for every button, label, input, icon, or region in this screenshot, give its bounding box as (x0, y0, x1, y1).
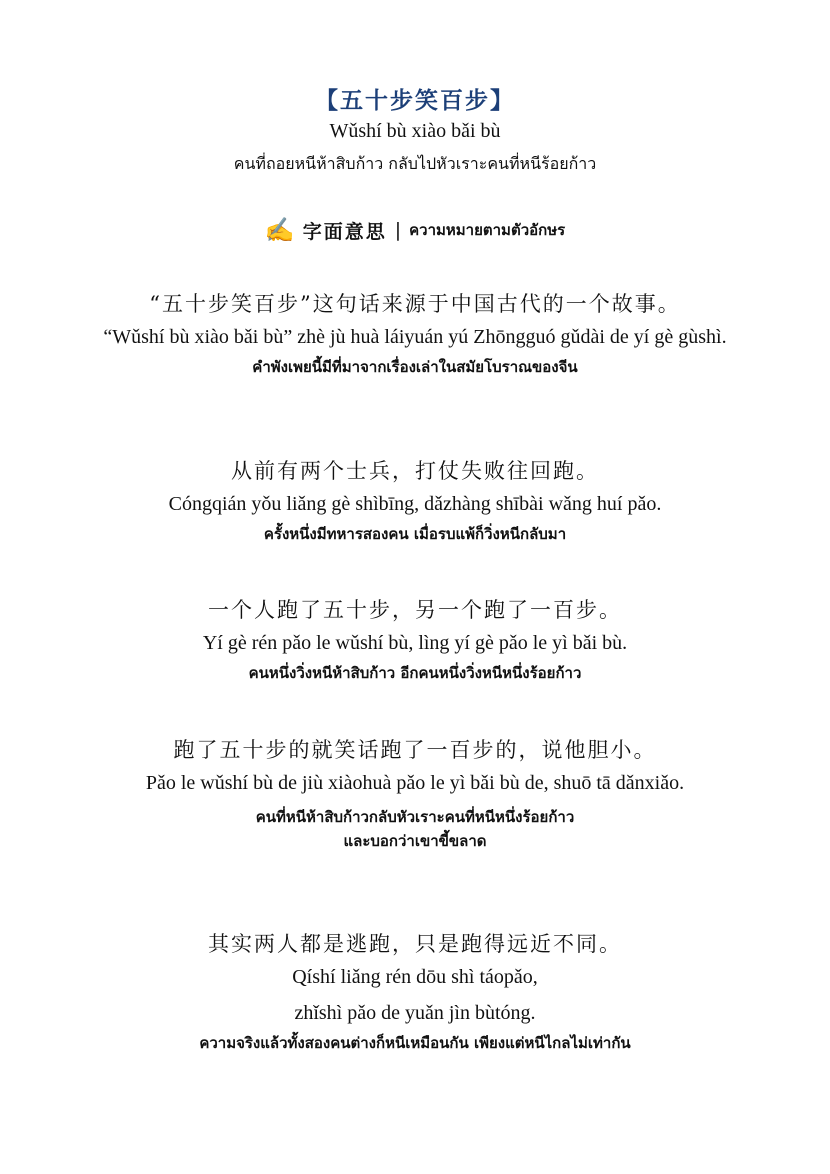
idiom-title: 【五十步笑百步】 (315, 87, 515, 114)
sentence-chinese: 一个人跑了五十步，另一个跑了一百步。 (208, 598, 622, 622)
heading-thai: ความหมายตามตัวอักษร (409, 221, 566, 239)
sentence-chinese: 从前有两个士兵，打仗失败往回跑。 (231, 459, 599, 483)
sentence-thai: คนหนึ่งวิ่งหนีห้าสิบก้าว อีกคนหนึ่งวิ่งหนีหนึ่งร้อยก้าว (248, 664, 582, 682)
sentence-thai-line-2: และบอกว่าเขาขี้ขลาด (343, 832, 487, 850)
sentence-pinyin: Yí gè rén pǎo le wǔshí bù, lìng yí gè pǎo le yì bǎi bù. (202, 632, 628, 654)
sentence-pinyin: Cóngqián yǒu liǎng gè shìbīng, dǎzhàng shībài wǎng huí pǎo. (168, 493, 662, 515)
writing-hand-icon: ✍ (264, 216, 295, 244)
sentence-pinyin: “Wǔshí bù xiào bǎi bù” zhè jù huà láiyuán yú Zhōngguó gǔdài de yí gè gùshì. (103, 326, 727, 348)
sentence-block-5 (40, 929, 790, 1055)
heading-separator: | (394, 219, 402, 241)
sentence-pinyin: Pǎo le wǔshí bù de jiù xiàohuà pǎo le yì bǎi bù de, shuō tā dǎnxiǎo. (145, 772, 685, 794)
sentence-pinyin-line-2: zhǐshì pǎo de yuǎn jìn bùtóng. (294, 1002, 536, 1024)
idiom-thai-translation: คนที่ถอยหนีห้าสิบก้าว กลับไปหัวเราะคนที่หนีร้อยก้าว (233, 154, 597, 173)
sentence-thai: คำพังเพยนี้มีที่มาจากเรื่องเล่าในสมัยโบราณของจีน (252, 358, 578, 376)
literal-meaning-heading (0, 216, 830, 244)
sentence-thai: ครั้งหนึ่งมีทหารสองคน เมื่อรบแพ้ก็วิ่งหนีกลับมา (263, 525, 567, 543)
sentence-thai-line-1: คนที่หนีห้าสิบก้าวกลับหัวเราะคนที่หนีหนึ่งร้อยก้าว (255, 808, 575, 826)
sentence-block-4 (40, 735, 790, 853)
sentence-block-1 (40, 289, 790, 379)
heading-chinese: 字面意思 (302, 220, 387, 243)
sentence-chinese: “五十步笑百步”这句话来源于中国古代的一个故事。 (149, 292, 681, 316)
sentence-pinyin-line-1: Qíshí liǎng rén dōu shì táopǎo, (292, 966, 538, 988)
sentence-chinese: 跑了五十步的就笑话跑了一百步的，说他胆小。 (173, 738, 657, 762)
sentence-thai: ความจริงแล้วทั้งสองคนต่างก็หนีเหมือนกัน เพียงแต่หนีไกลไม่เท่ากัน (199, 1034, 631, 1052)
sentence-block-2 (40, 456, 790, 546)
sentence-block-3 (40, 595, 790, 685)
idiom-pinyin: Wǔshí bù xiào bǎi bù (329, 120, 501, 142)
sentence-chinese: 其实两人都是逃跑，只是跑得远近不同。 (208, 932, 622, 956)
